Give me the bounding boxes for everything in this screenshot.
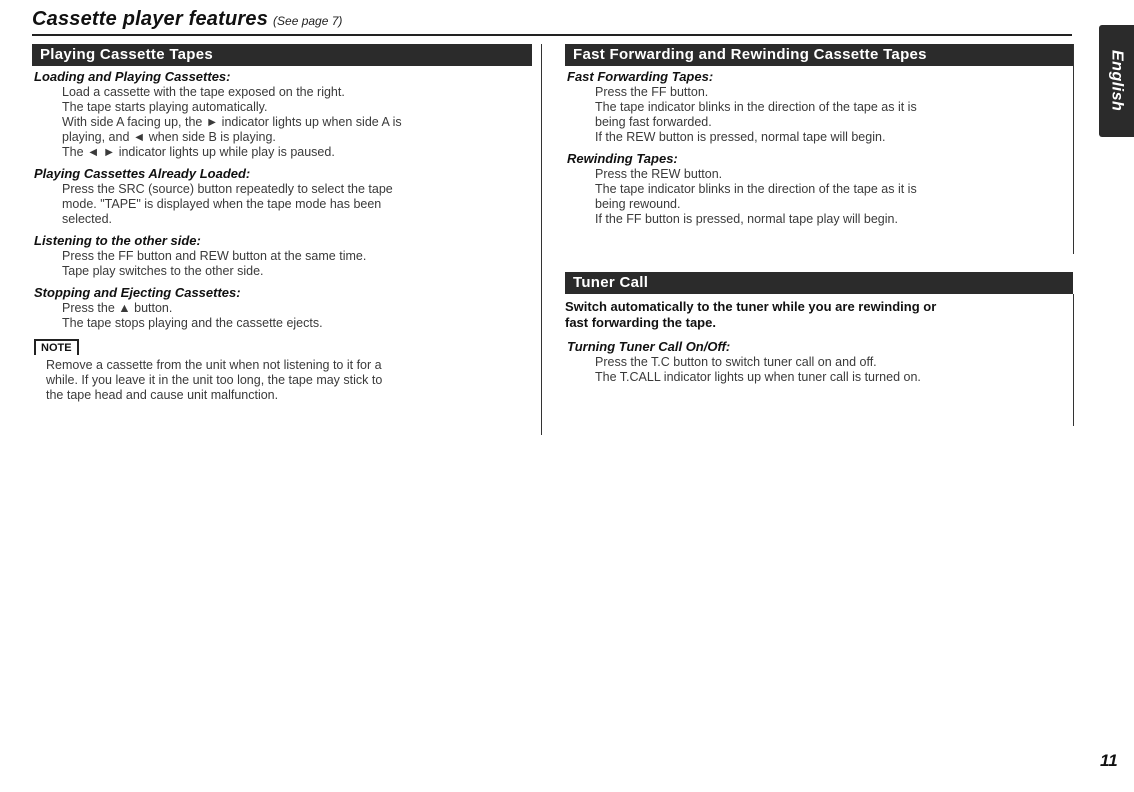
left-column bbox=[32, 44, 532, 403]
note-label: NOTE bbox=[34, 339, 79, 355]
subsection-loading bbox=[32, 69, 532, 160]
body-line: Press the FF button and REW button at the same time. bbox=[62, 249, 367, 263]
subsection-heading: Loading and Playing Cassettes: bbox=[34, 69, 231, 84]
subsection-heading: Stopping and Ejecting Cassettes: bbox=[34, 285, 241, 300]
subsection-heading: Listening to the other side: bbox=[34, 233, 201, 248]
left-column-rule bbox=[541, 44, 542, 435]
section-title-tuner-call: Tuner Call bbox=[565, 272, 1073, 294]
right-column-rule-top bbox=[1073, 44, 1074, 254]
tuner-call-lead bbox=[565, 299, 1073, 331]
body-line: Press the SRC (source) button repeatedly to select the tape bbox=[62, 182, 393, 196]
body-line: The ◄ ► indicator lights up while play is paused. bbox=[62, 145, 335, 159]
language-tab-label: English bbox=[1108, 50, 1126, 112]
right-column bbox=[565, 44, 1073, 385]
note-line: the tape head and cause unit malfunction. bbox=[46, 388, 279, 402]
subsection-already-loaded bbox=[32, 166, 532, 227]
body-line: being fast forwarded. bbox=[595, 115, 712, 129]
note-line: Remove a cassette from the unit when not listening to it for a bbox=[46, 358, 382, 372]
body-line: If the REW button is pressed, normal tape will begin. bbox=[595, 130, 886, 144]
body-line: Press the ▲ button. bbox=[62, 301, 173, 315]
lead-line: fast forwarding the tape. bbox=[565, 315, 716, 330]
language-tab bbox=[1099, 25, 1134, 137]
page-subtitle: (See page 7) bbox=[273, 14, 343, 28]
body-line: mode. "TAPE" is displayed when the tape mode has been bbox=[62, 197, 382, 211]
subsection-heading: Playing Cassettes Already Loaded: bbox=[34, 166, 251, 181]
body-line: The tape starts playing automatically. bbox=[62, 100, 268, 114]
page-title: Cassette player features bbox=[32, 8, 269, 30]
subsection-other-side bbox=[32, 233, 532, 279]
body-line: If the FF button is pressed, normal tape play will begin. bbox=[595, 212, 898, 226]
body-line: The tape indicator blinks in the direction of the tape as it is bbox=[595, 182, 917, 196]
note-line: while. If you leave it in the unit too long, the tape may stick to bbox=[46, 373, 383, 387]
section-title-playing: Playing Cassette Tapes bbox=[32, 44, 532, 66]
section-title-ff-rew: Fast Forwarding and Rewinding Cassette Tapes bbox=[565, 44, 1073, 66]
body-line: Press the FF button. bbox=[595, 85, 709, 99]
body-line: playing, and ◄ when side B is playing. bbox=[62, 130, 276, 144]
subsection-fast-forward bbox=[565, 69, 1073, 145]
subsection-tuner-call-toggle bbox=[565, 339, 1073, 385]
subsection-heading: Rewinding Tapes: bbox=[567, 151, 678, 166]
body-line: Press the REW button. bbox=[595, 167, 723, 181]
subsection-heading: Fast Forwarding Tapes: bbox=[567, 69, 714, 84]
page-header bbox=[32, 8, 1072, 36]
lead-line: Switch automatically to the tuner while you are rewinding or bbox=[565, 299, 937, 314]
subsection-ejecting bbox=[32, 285, 532, 331]
right-column-rule-bottom bbox=[1073, 294, 1074, 426]
section-spacer bbox=[565, 227, 1073, 272]
body-line: Load a cassette with the tape exposed on the right. bbox=[62, 85, 345, 99]
body-line: Tape play switches to the other side. bbox=[62, 264, 264, 278]
body-line: The T.CALL indicator lights up when tuner call is turned on. bbox=[595, 370, 921, 384]
body-line: being rewound. bbox=[595, 197, 681, 211]
subsection-heading: Turning Tuner Call On/Off: bbox=[567, 339, 731, 354]
body-line: With side A facing up, the ► indicator lights up when side A is bbox=[62, 115, 402, 129]
body-line: The tape stops playing and the cassette ejects. bbox=[62, 316, 323, 330]
subsection-rewind bbox=[565, 151, 1073, 227]
body-line: selected. bbox=[62, 212, 113, 226]
page-number: 11 bbox=[1100, 751, 1118, 770]
body-line: Press the T.C button to switch tuner call on and off. bbox=[595, 355, 877, 369]
body-line: The tape indicator blinks in the direction of the tape as it is bbox=[595, 100, 917, 114]
